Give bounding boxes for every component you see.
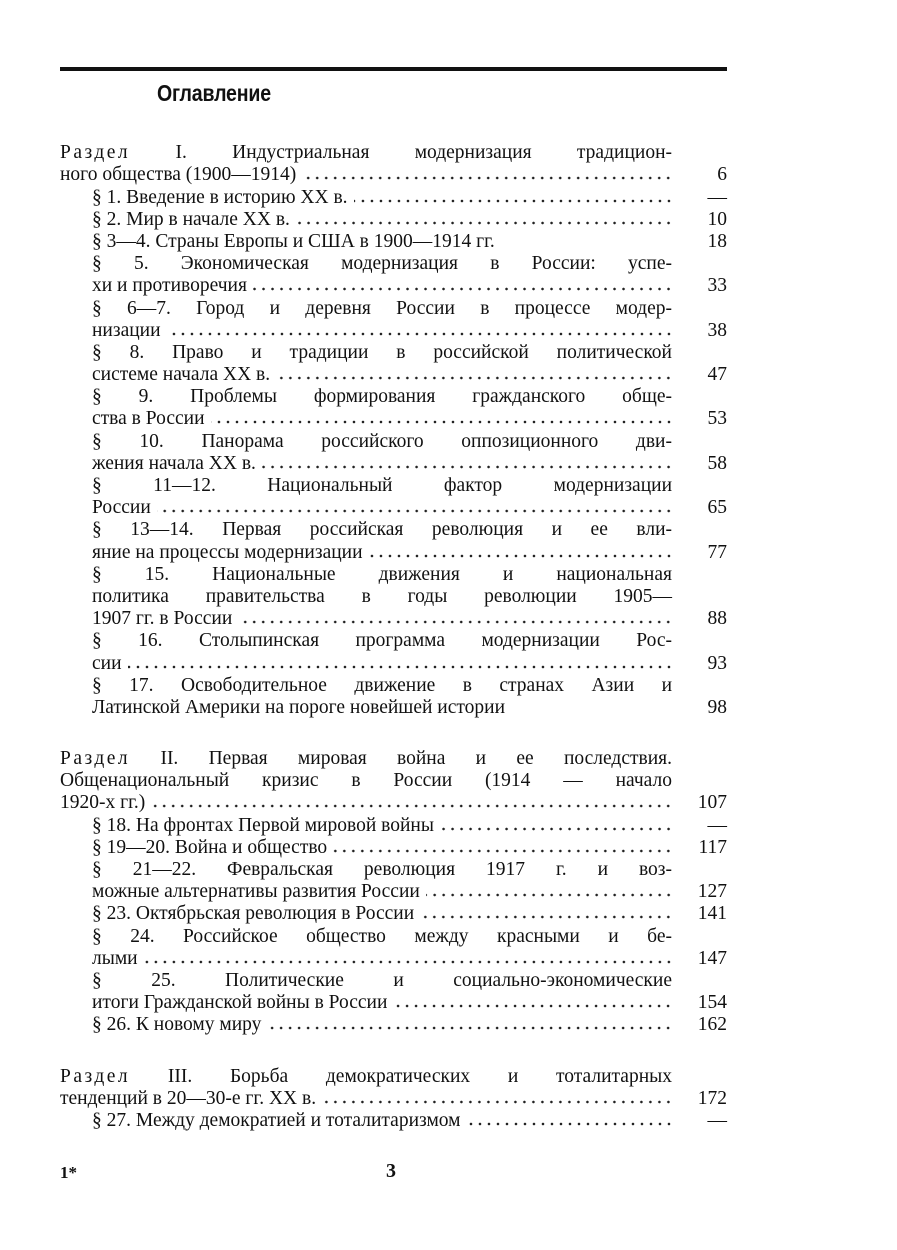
entry-text: сии xyxy=(92,652,122,674)
page-ref[interactable]: 162 xyxy=(697,1014,727,1036)
entry-text: тенденций в 20—30-е гг. XX в. xyxy=(60,1087,317,1109)
toc-line xyxy=(60,586,727,608)
toc-line xyxy=(60,881,727,903)
page-ref[interactable]: 47 xyxy=(707,364,727,386)
toc-line xyxy=(60,1065,727,1087)
toc-line xyxy=(60,564,727,586)
entry-text: § 10. Панорама российского оппозиционного дви- xyxy=(92,430,672,452)
entry-text: § 18. На фронтах Первой мировой войны xyxy=(92,814,434,836)
toc-line xyxy=(60,1014,727,1036)
toc-entry[interactable] xyxy=(60,925,727,969)
section-heading[interactable] xyxy=(60,748,727,815)
entry-text: § 23. Октябрьская революция в России xyxy=(92,903,415,925)
toc-line xyxy=(60,837,727,859)
dot-leader xyxy=(440,826,673,832)
dot-leader xyxy=(322,1099,673,1105)
toc-entry[interactable] xyxy=(60,1014,727,1036)
toc-line xyxy=(60,186,727,208)
toc-entry[interactable] xyxy=(60,970,727,1014)
page-title: Оглавление xyxy=(157,80,271,106)
toc-entry[interactable] xyxy=(60,814,727,836)
dot-leader xyxy=(167,331,673,337)
toc-entry[interactable] xyxy=(60,519,727,563)
dot-leader xyxy=(262,464,673,470)
entry-text: России xyxy=(92,497,151,519)
toc-line xyxy=(60,1110,727,1132)
toc-line xyxy=(60,903,727,925)
page-ref[interactable]: 77 xyxy=(707,541,727,563)
entry-text: политика правительства в годы революции 1905— xyxy=(92,585,672,607)
dot-leader xyxy=(276,375,673,381)
page-ref[interactable]: 53 xyxy=(707,408,727,430)
page-ref[interactable]: — xyxy=(707,186,727,208)
entry-text-part: III. Борьба демократических и тоталитарных xyxy=(130,1065,672,1087)
dot-leader xyxy=(426,892,673,898)
dot-leader xyxy=(128,664,673,670)
entry-text: § 25. Политические и социально-экономические xyxy=(92,969,672,991)
page-ref[interactable]: 10 xyxy=(707,208,727,230)
page-ref[interactable]: 58 xyxy=(707,452,727,474)
page-ref[interactable]: — xyxy=(707,1109,727,1131)
toc-entry[interactable] xyxy=(60,630,727,674)
dot-leader xyxy=(333,848,673,854)
dot-leader xyxy=(151,803,673,809)
toc-section xyxy=(60,1065,727,1132)
entry-text: яние на процессы модернизации xyxy=(92,541,363,563)
entry-text-part: II. Первая мировая война и ее последствия. xyxy=(130,748,672,770)
page-ref[interactable]: 141 xyxy=(697,903,727,925)
toc-entry[interactable] xyxy=(60,231,727,253)
toc-line xyxy=(60,770,727,792)
page-ref[interactable]: 117 xyxy=(698,836,727,858)
entry-text: хи и противоречия xyxy=(92,275,247,297)
dot-leader xyxy=(369,553,673,559)
toc-line xyxy=(60,608,727,630)
page-ref[interactable]: 147 xyxy=(697,947,727,969)
entry-text: 1920-х гг.) xyxy=(60,792,146,814)
page-ref[interactable]: 88 xyxy=(707,608,727,630)
toc-entry[interactable] xyxy=(60,903,727,925)
toc-section xyxy=(60,748,727,1036)
toc-section xyxy=(60,142,727,719)
toc-line xyxy=(60,792,727,814)
toc-entry[interactable] xyxy=(60,186,727,208)
toc-line xyxy=(60,948,727,970)
page-ref[interactable]: 65 xyxy=(707,497,727,519)
toc-entry[interactable] xyxy=(60,386,727,430)
table-of-contents xyxy=(60,142,727,1161)
toc-entry[interactable] xyxy=(60,430,727,474)
dot-leader xyxy=(157,508,673,514)
entry-text: можные альтернативы развития России xyxy=(92,881,420,903)
page-ref[interactable]: 98 xyxy=(707,696,727,718)
page-ref[interactable]: 38 xyxy=(707,319,727,341)
entry-text: ного общества (1900—1914) xyxy=(60,164,297,186)
toc-line xyxy=(60,453,727,475)
toc-line xyxy=(60,164,727,186)
toc-line xyxy=(60,970,727,992)
page-ref[interactable]: 93 xyxy=(707,652,727,674)
section-label: Раздел xyxy=(60,142,131,164)
toc-line xyxy=(60,209,727,231)
toc-entry[interactable] xyxy=(60,475,727,519)
dot-leader xyxy=(393,1003,673,1009)
entry-text: § 8. Право и традиции в российской политической xyxy=(92,341,672,363)
dot-leader xyxy=(420,914,673,920)
toc-line xyxy=(60,1088,727,1110)
toc-line xyxy=(60,475,727,497)
dot-leader xyxy=(302,175,673,181)
entry-text: жения начала XX в. xyxy=(92,452,256,474)
toc-line xyxy=(60,814,727,836)
toc-line xyxy=(60,652,727,674)
entry-text: § 13—14. Первая российская революция и ее вли- xyxy=(92,519,672,541)
page-number: 3 xyxy=(386,1160,396,1182)
dot-leader xyxy=(238,619,673,625)
entry-text: итоги Гражданской войны в России xyxy=(92,992,388,1014)
toc-line xyxy=(60,275,727,297)
entry-text: § 1. Введение в историю XX в. xyxy=(92,186,348,208)
toc-entry[interactable] xyxy=(60,297,727,341)
page-ref[interactable]: — xyxy=(707,814,727,836)
toc-line xyxy=(60,748,727,770)
entry-text: Латинской Америки на пороге новейшей истории xyxy=(92,696,506,718)
toc-line xyxy=(60,859,727,881)
toc-line xyxy=(60,697,727,719)
dot-leader xyxy=(267,1025,673,1031)
entry-text: § 15. Национальные движения и национальная xyxy=(92,563,672,585)
toc-entry[interactable] xyxy=(60,564,727,631)
dot-leader xyxy=(296,220,673,226)
entry-text: § 17. Освободительное движение в странах Азии и xyxy=(92,674,672,696)
section-label: Раздел xyxy=(60,748,131,770)
entry-text: 1907 гг. в России xyxy=(92,608,233,630)
dot-leader xyxy=(253,286,673,292)
toc-line xyxy=(60,342,727,364)
entry-text xyxy=(60,142,672,164)
entry-text: § 21—22. Февральская революция 1917 г. и воз- xyxy=(92,859,672,880)
entry-text: § 5. Экономическая модернизация в России: успе- xyxy=(92,253,672,275)
entry-text: § 2. Мир в начале XX в. xyxy=(92,208,290,230)
toc-line xyxy=(60,142,727,164)
dot-leader xyxy=(467,1121,673,1127)
entry-text: § 19—20. Война и общество xyxy=(92,836,328,858)
page-ref[interactable]: 154 xyxy=(697,992,727,1014)
toc-entry[interactable] xyxy=(60,837,727,859)
toc-line xyxy=(60,231,727,253)
page-ref[interactable]: 6 xyxy=(717,164,727,186)
page-ref[interactable]: 107 xyxy=(697,792,727,814)
toc-line xyxy=(60,253,727,275)
toc-entry[interactable] xyxy=(60,1110,727,1132)
entry-text: низации xyxy=(92,319,161,341)
entry-text: § 3—4. Страны Европы и США в 1900—1914 гг. xyxy=(92,230,495,252)
entry-text: системе начала XX в. xyxy=(92,364,271,386)
entry-text: ства в России xyxy=(92,408,205,430)
entry-text: § 27. Между демократией и тоталитаризмом xyxy=(92,1109,461,1131)
toc-entry[interactable] xyxy=(60,342,727,386)
toc-line xyxy=(60,386,727,408)
page-ref[interactable]: 172 xyxy=(697,1087,727,1109)
toc-line xyxy=(60,925,727,947)
page-ref[interactable]: 33 xyxy=(707,275,727,297)
toc-line xyxy=(60,430,727,452)
toc-line xyxy=(60,541,727,563)
dot-leader xyxy=(144,959,673,965)
entry-text: § 26. К новому миру xyxy=(92,1014,262,1036)
toc-line xyxy=(60,297,727,319)
entry-text: § 9. Проблемы формирования гражданского обще- xyxy=(92,386,672,408)
entry-text: § 6—7. Город и деревня России в процессе модер- xyxy=(92,297,672,319)
page-ref[interactable]: 127 xyxy=(697,881,727,903)
entry-text: Общенациональный кризис в России (1914 — начало xyxy=(60,770,672,792)
dot-leader xyxy=(211,419,673,425)
toc-line xyxy=(60,497,727,519)
toc-line xyxy=(60,364,727,386)
entry-text xyxy=(60,1066,672,1088)
toc-entry[interactable] xyxy=(60,859,727,903)
toc-line xyxy=(60,675,727,697)
entry-text: лыми xyxy=(92,947,138,969)
section-heading[interactable] xyxy=(60,142,727,186)
top-rule xyxy=(60,67,727,71)
signature-mark: 1* xyxy=(60,1163,77,1182)
toc-line xyxy=(60,408,727,430)
toc-line xyxy=(60,630,727,652)
toc-line xyxy=(60,519,727,541)
section-label: Раздел xyxy=(60,1065,131,1087)
toc-entry[interactable] xyxy=(60,253,727,297)
entry-text: § 11—12. Национальный фактор модернизации xyxy=(92,475,672,496)
section-heading[interactable] xyxy=(60,1065,727,1109)
entry-text xyxy=(60,748,672,770)
entry-text-part: I. Индустриальная модернизация традицион- xyxy=(130,142,672,164)
toc-entry[interactable] xyxy=(60,209,727,231)
entry-text: § 24. Российское общество между красными и бе- xyxy=(92,925,672,947)
dot-leader xyxy=(354,198,673,204)
toc-entry[interactable] xyxy=(60,675,727,719)
page-ref[interactable]: 18 xyxy=(707,230,727,252)
toc-line xyxy=(60,320,727,342)
entry-text: § 16. Столыпинская программа модернизации Рос- xyxy=(92,630,672,652)
toc-line xyxy=(60,992,727,1014)
